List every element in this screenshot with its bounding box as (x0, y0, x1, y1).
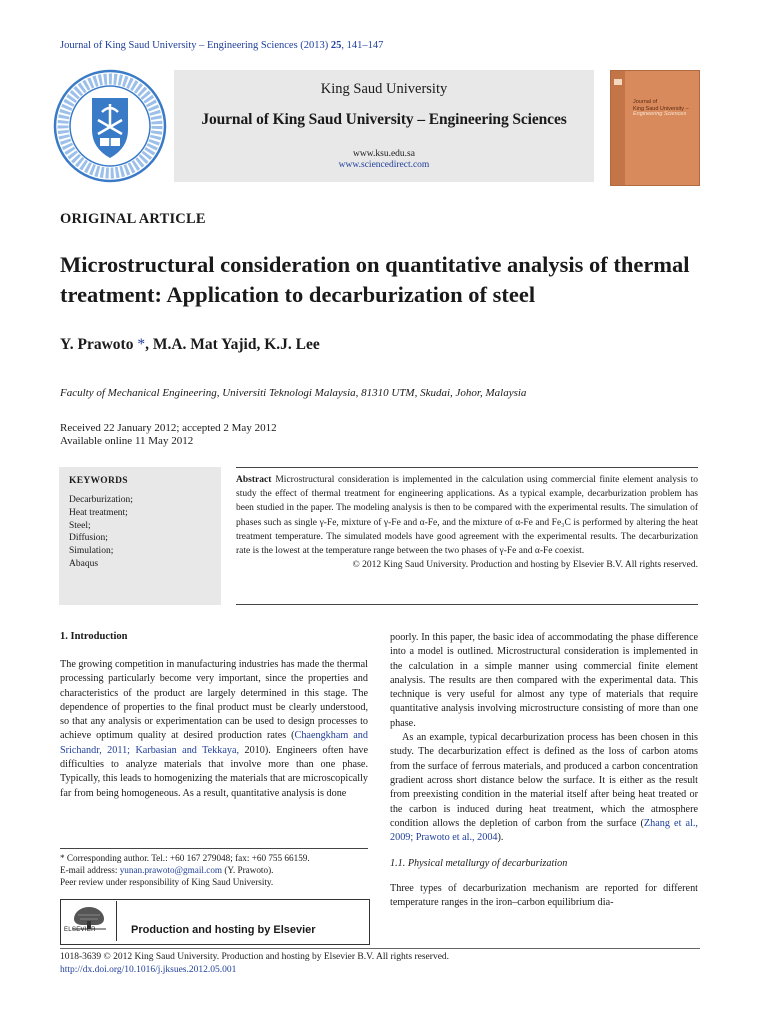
university-name: King Saud University (320, 81, 448, 97)
sciencedirect-url-link[interactable]: www.sciencedirect.com (338, 160, 430, 170)
journal-cover-thumbnail[interactable] (610, 70, 700, 186)
corresponding-author-note (60, 852, 375, 864)
footnote (60, 852, 375, 888)
cover-line: Journal of (633, 99, 658, 105)
keyword-item: Diffusion; (69, 533, 108, 544)
footnote-marker: * (60, 853, 65, 863)
keyword-item: Simulation; (69, 546, 114, 557)
king-saud-university-seal-logo (52, 68, 168, 184)
journal-citation[interactable] (60, 40, 383, 51)
email-owner: (Y. Prawoto). (222, 865, 274, 875)
body-paragraph (390, 731, 698, 845)
footer-rule (60, 948, 700, 949)
body-text: As an example, typical decarburization process has been chosen in this study. The decarburization effect is defined as the loss of carbon atoms from the surface of ferrous materials, and produced a carbon concentration gradient across short distance below the surface. It is either as the result from preexisting condition in the material itself after being heat treated or the carbon is induced during heat treatment, which the atmosphere condition allows the depletion of carbon from the surface ( (390, 732, 698, 829)
email-line (60, 864, 375, 876)
citation-link[interactable]: Zhang et al., 2009; Prawoto et al., 2004 (390, 817, 698, 844)
article-type-label: ORIGINAL ARTICLE (60, 211, 206, 227)
footnote-rule (60, 848, 368, 849)
abstract-label: Abstract (236, 475, 272, 485)
abstract-text: Microstructural consideration is implemented in the calculation using commercial finite element analysis to study the effect of thermal treatment for engineering applications. As a typical example, decarburization problem has been studied in the paper. The modeling analysis is then to be compared with the experimental results. The simulation of phases such as single γ-Fe, mixture of γ-Fe and α-Fe, and the mixture of α-Fe and Fe₃C is performed by altering the heat treatment temperature. The simulated models have good agreement with the experimental results. The decarburization rate is the lowest at the temperature range between the two phases of γ-Fe and α-Fe coexist. (236, 475, 698, 557)
citation-link[interactable]: Chaengkham and Srichandr, 2011; Karbasian and Tekkaya, (60, 730, 368, 756)
cover-emblem (614, 79, 622, 85)
body-text: ). (497, 832, 504, 844)
keywords-list (69, 494, 133, 571)
received-dates: Received 22 January 2012; accepted 2 May 2012 (60, 422, 277, 434)
elsevier-hosting-text: Production and hosting by Elsevier (131, 924, 316, 936)
online-date: Available online 11 May 2012 (60, 435, 194, 447)
ksu-url-link[interactable]: www.ksu.edu.sa (353, 149, 415, 159)
corresponding-author-marker[interactable]: * (137, 336, 146, 353)
body-column-left (60, 658, 368, 801)
author-list (60, 336, 320, 354)
author-name: Y. Prawoto (60, 336, 138, 353)
journal-ref-volume: 25 (330, 40, 342, 51)
corresponding-author-contact: Corresponding author. Tel.: +60 167 279048; fax: +60 755 66159. (64, 853, 310, 863)
keywords-heading: KEYWORDS (69, 476, 128, 486)
abstract-top-rule (236, 467, 698, 468)
elsevier-tree-logo (66, 903, 112, 939)
elsevier-divider (116, 901, 117, 941)
subsection-heading: 1.1. Physical metallurgy of decarburization (390, 858, 568, 870)
article-title: Microstructural consideration on quantitative analysis of thermal treatment: Application to decarburization of steel (60, 252, 690, 307)
cover-spine (611, 71, 625, 185)
email-label: E-mail address: (60, 865, 120, 875)
author-affiliation: Faculty of Mechanical Engineering, Universiti Teknologi Malaysia, 81310 UTM, Skudai, Johor, Malaysia (60, 387, 527, 399)
keyword-item: Steel; (69, 520, 91, 531)
intro-paragraph: The growing competition in manufacturing industries has made the thermal processing particularly become very important, since the properties and characteristics of the product are largely determined in this stage. The dependence of properties to the final product must be clearly understood, so that any analysis or experimentation can be used to design processes to achieve optimum quality at desired production rates ( (60, 659, 368, 742)
abstract-block (236, 473, 698, 572)
body-column-right (390, 631, 698, 910)
author-names-rest: , M.A. Mat Yajid, K.J. Lee (145, 336, 320, 353)
doi-link[interactable]: http://dx.doi.org/10.1016/j.jksues.2012.05.001 (60, 965, 237, 975)
body-paragraph: poorly. In this paper, the basic idea of accommodating the phase difference into a model is outlined. Microstructural consideration is implemented in the calculation in a simple manner using commercial finite element analysis. The results are then compared with the experimental data. This technique is very useful for almost any type of materials that require quantitative analysis involving microstructure consisting of more than one phase. (390, 632, 698, 729)
intro-paragraph-cont: 2010). Engineers often have difficulties to analyze materials that involve more than one phase. Typically, this leads to homogenizing the materials that are microscopically far from being homogeneous. As a result, quantitative analysis is done (60, 744, 368, 799)
abstract-bottom-rule (236, 604, 698, 605)
keyword-item: Heat treatment; (69, 507, 128, 518)
peer-review-note: Peer review under responsibility of King Saud University. (60, 877, 274, 887)
introduction-heading: 1. Introduction (60, 631, 128, 642)
journal-title: Journal of King Saud University – Engineering Sciences (201, 111, 567, 128)
keyword-item: Abaqus (69, 558, 99, 569)
cover-subtitle: Engineering Sciences (633, 111, 687, 117)
elsevier-wordmark: ELSEVIER (64, 927, 96, 933)
body-paragraph: Three types of decarburization mechanism are reported for different temperature ranges in the iron–carbon equilibrium dia- (390, 882, 698, 909)
issn-copyright: 1018-3639 © 2012 King Saud University. Production and hosting by Elsevier B.V. All rights reserved. (60, 952, 450, 962)
journal-ref-prefix: Journal of King Saud University – Engineering Sciences (2013) (60, 40, 331, 51)
abstract-copyright: © 2012 King Saud University. Production and hosting by Elsevier B.V. All rights reserved. (352, 560, 698, 571)
email-link[interactable]: yunan.prawoto@gmail.com (119, 865, 223, 875)
keyword-item: Decarburization; (69, 495, 133, 505)
cover-line: King Saud University – (633, 105, 689, 112)
journal-ref-pages: , 141–147 (341, 40, 384, 51)
